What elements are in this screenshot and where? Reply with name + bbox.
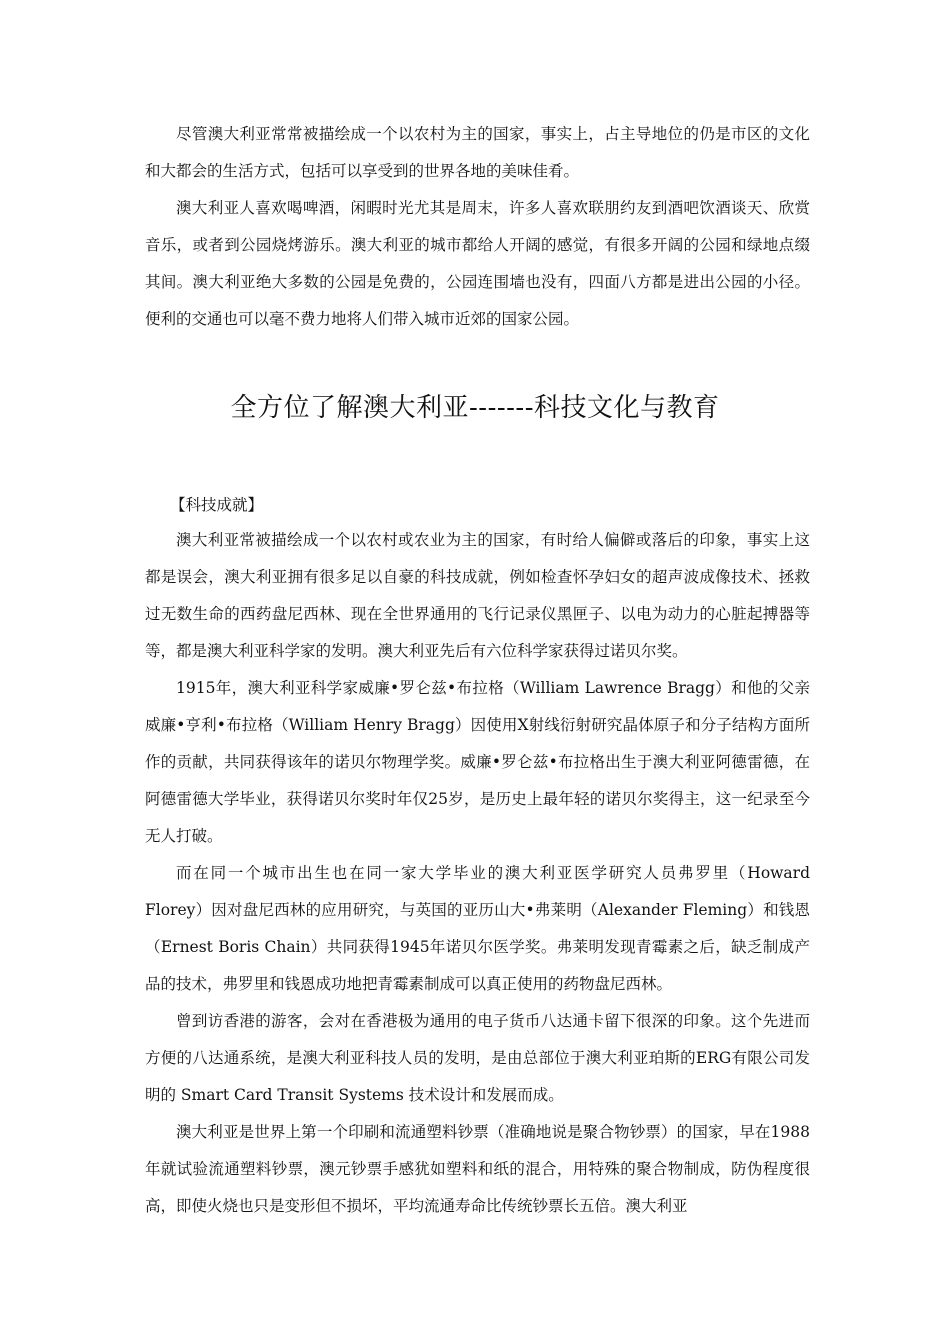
section-body [145,522,810,1225]
intro-paragraph-1: 尽管澳大利亚常常被描绘成一个以农村为主的国家，事实上，占主导地位的仍是市区的文化和大都会的生活方式，包括可以享受到的世界各地的美味佳肴。 [145,125,810,180]
body-paragraph: 澳大利亚常被描绘成一个以农村或农业为主的国家，有时给人偏僻或落后的印象，事实上这都是误会，澳大利亚拥有很多足以自豪的科技成就，例如检查怀孕妇女的超声波成像技术、拯救过无数生命的西药盘尼西林、现在全世界通用的飞行记录仪黑匣子、以电为动力的心脏起搏器等等，都是澳大利亚科学家的发明。澳大利亚先后有六位科学家获得过诺贝尔奖。 [145,531,810,660]
intro-section [145,116,810,338]
body-paragraph: 1915年，澳大利亚科学家威廉•罗仑兹•布拉格（William Lawrence Bragg）和他的父亲威廉•亨利•布拉格（William Henry Bragg）因使用X射线衍射研究晶体原子和分子结构方面所作的贡献，共同获得该年的诺贝尔物理学奖。威廉•罗仑兹•布拉格出生于澳大利亚阿德雷德，在阿德雷德大学毕业，获得诺贝尔奖时年仅25岁，是历史上最年轻的诺贝尔奖得主，这一纪录至今无人打破。 [145,679,810,845]
body-paragraph: 而在同一个城市出生也在同一家大学毕业的澳大利亚医学研究人员弗罗里（Howard Florey）因对盘尼西林的应用研究，与英国的亚历山大•弗莱明（Alexander Fleming）和钱恩（Ernest Boris Chain）共同获得1945年诺贝尔医学奖。弗莱明发现青霉素之后，缺乏制成产品的技术，弗罗里和钱恩成功地把青霉素制成可以真正使用的药物盘尼西林。 [145,864,810,993]
intro-paragraph-2: 澳大利亚人喜欢喝啤酒，闲暇时光尤其是周末，许多人喜欢联朋约友到酒吧饮酒谈天、欣赏音乐，或者到公园烧烤游乐。澳大利亚的城市都给人开阔的感觉，有很多开阔的公园和绿地点缀其间。澳大利亚绝大多数的公园是免费的，公园连围墙也没有，四面八方都是进出公园的小径。便利的交通也可以毫不费力地将人们带入城市近郊的国家公园。 [145,199,810,328]
section-label: 【科技成就】 [170,496,264,514]
body-paragraph: 曾到访香港的游客，会对在香港极为通用的电子货币八达通卡留下很深的印象。这个先进而方便的八达通系统，是澳大利亚科技人员的发明，是由总部位于澳大利亚珀斯的ERG有限公司发明的 Smart Card Transit Systems 技术设计和发展而成。 [145,1012,810,1104]
body-paragraph: 澳大利亚是世界上第一个印刷和流通塑料钞票（准确地说是聚合物钞票）的国家，早在1988年就试验流通塑料钞票，澳元钞票手感犹如塑料和纸的混合，用特殊的聚合物制成，防伪程度很高，即使火烧也只是变形但不损坏，平均流通寿命比传统钞票长五倍。澳大利亚 [145,1123,810,1215]
page-title: 全方位了解澳大利亚-------科技文化与教育 [230,393,720,423]
